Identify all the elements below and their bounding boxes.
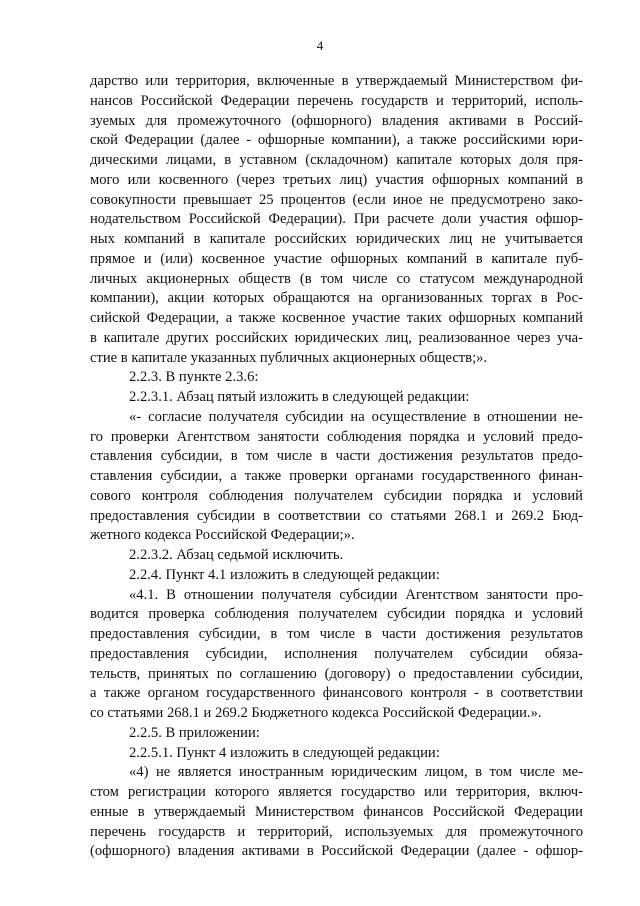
text-line: мого или косвенного (через третьих лиц) участия офшорных компаний в bbox=[90, 171, 583, 188]
text-line: 2.2.3.2. Абзац седьмой исключить. bbox=[129, 547, 344, 563]
text-line: со статьями 268.1 и 269.2 Бюджетного кодекса Российской Федерации.». bbox=[90, 705, 542, 721]
text-line: дическими лицами, в уставном (складочном) капитале которых доля пря- bbox=[90, 152, 583, 168]
text-line: совокупности превышает 25 процентов (если иное не предусмотрено зако- bbox=[90, 191, 583, 208]
text-line: нансов Российской Федерации перечень государств и территорий, исполь- bbox=[90, 92, 583, 109]
text-line: зуемых для промежуточного (офшорного) владения активами в Россий- bbox=[90, 112, 583, 129]
text-line: водится проверка соблюдения получателем субсидии порядка и условий bbox=[90, 606, 583, 623]
page-number: 4 bbox=[316, 38, 324, 53]
text-line: стие в капитале указанных публичных акционерных обществ;». bbox=[90, 349, 488, 366]
text-line: 2.2.3. В пункте 2.3.6: bbox=[129, 369, 259, 386]
text-line: стом регистрации которого является государство или территория, включ- bbox=[90, 784, 583, 800]
text-line: прямое и (или) косвенное участие офшорных компаний в капитале пуб- bbox=[90, 250, 583, 267]
text-line: жетного кодекса Российской Федерации;». bbox=[90, 527, 355, 544]
document-body bbox=[90, 72, 583, 862]
text-line: ской Федерации (далее - офшорные компании), а также российскими юри- bbox=[90, 132, 583, 149]
text-line: предоставления субсидии, исполнения получателем субсидии обяза- bbox=[90, 645, 583, 662]
text-line: личных акционерных обществ (в том числе со статусом международной bbox=[90, 270, 583, 287]
text-line: ставления субсидии, в том числе в части достижения результатов предо- bbox=[90, 448, 583, 465]
text-line: «4) не является иностранным юридическим лицом, в том числе ме- bbox=[129, 764, 583, 781]
text-line: в капитале других российских юридических лиц, реализованное через уча- bbox=[90, 329, 583, 346]
text-line: «- согласие получателя субсидии на осуществление в отношении не- bbox=[129, 408, 583, 425]
text-line: ных компаний в капитале российских юридических лиц не учитывается bbox=[90, 231, 583, 247]
text-line: сийской Федерации, а также косвенное участие таких офшорных компаний bbox=[90, 310, 583, 326]
text-line: дарство или территория, включенные в утверждаемый Министерством фи- bbox=[90, 73, 583, 89]
text-line: ставления субсидии, а также проверки органами государственного финан- bbox=[90, 468, 583, 484]
text-line: перечень государств и территорий, используемых для промежуточного bbox=[90, 823, 583, 840]
text-line: предоставления субсидии, в том числе в части достижения результатов bbox=[90, 626, 583, 642]
text-line: 2.2.5.1. Пункт 4 изложить в следующей редакции: bbox=[129, 744, 440, 761]
text-line: 2.2.4. Пункт 4.1 изложить в следующей редакции: bbox=[129, 566, 440, 583]
text-line: нодательством Российской Федерации). При расчете доли участия офшор- bbox=[90, 211, 583, 228]
text-line: 2.2.3.1. Абзац пятый изложить в следующей редакции: bbox=[129, 389, 470, 405]
text-line: го проверки Агентством занятости соблюдения порядка и условий предо- bbox=[90, 428, 583, 445]
text-line: тельств, принятых по соглашению (договору) о предоставлении субсидии, bbox=[90, 665, 583, 682]
text-line: компании), акции которых обращаются на организованных торгах в Рос- bbox=[90, 290, 583, 307]
text-line: «4.1. В отношении получателя субсидии Агентством занятости про- bbox=[129, 586, 583, 603]
text-line: сового контроля соблюдения получателем субсидии порядка и условий bbox=[90, 487, 583, 504]
text-line: а также органом государственного финансового контроля - в соответствии bbox=[90, 685, 583, 702]
text-line: предоставления субсидии в соответствии со статьями 268.1 и 269.2 Бюд- bbox=[90, 507, 583, 524]
text-line: 2.2.5. В приложении: bbox=[129, 724, 260, 741]
text-line: енные в утверждаемый Министерством финансов Российской Федерации bbox=[90, 803, 583, 820]
text-line: (офшорного) владения активами в Российской Федерации (далее - офшор- bbox=[90, 843, 583, 860]
